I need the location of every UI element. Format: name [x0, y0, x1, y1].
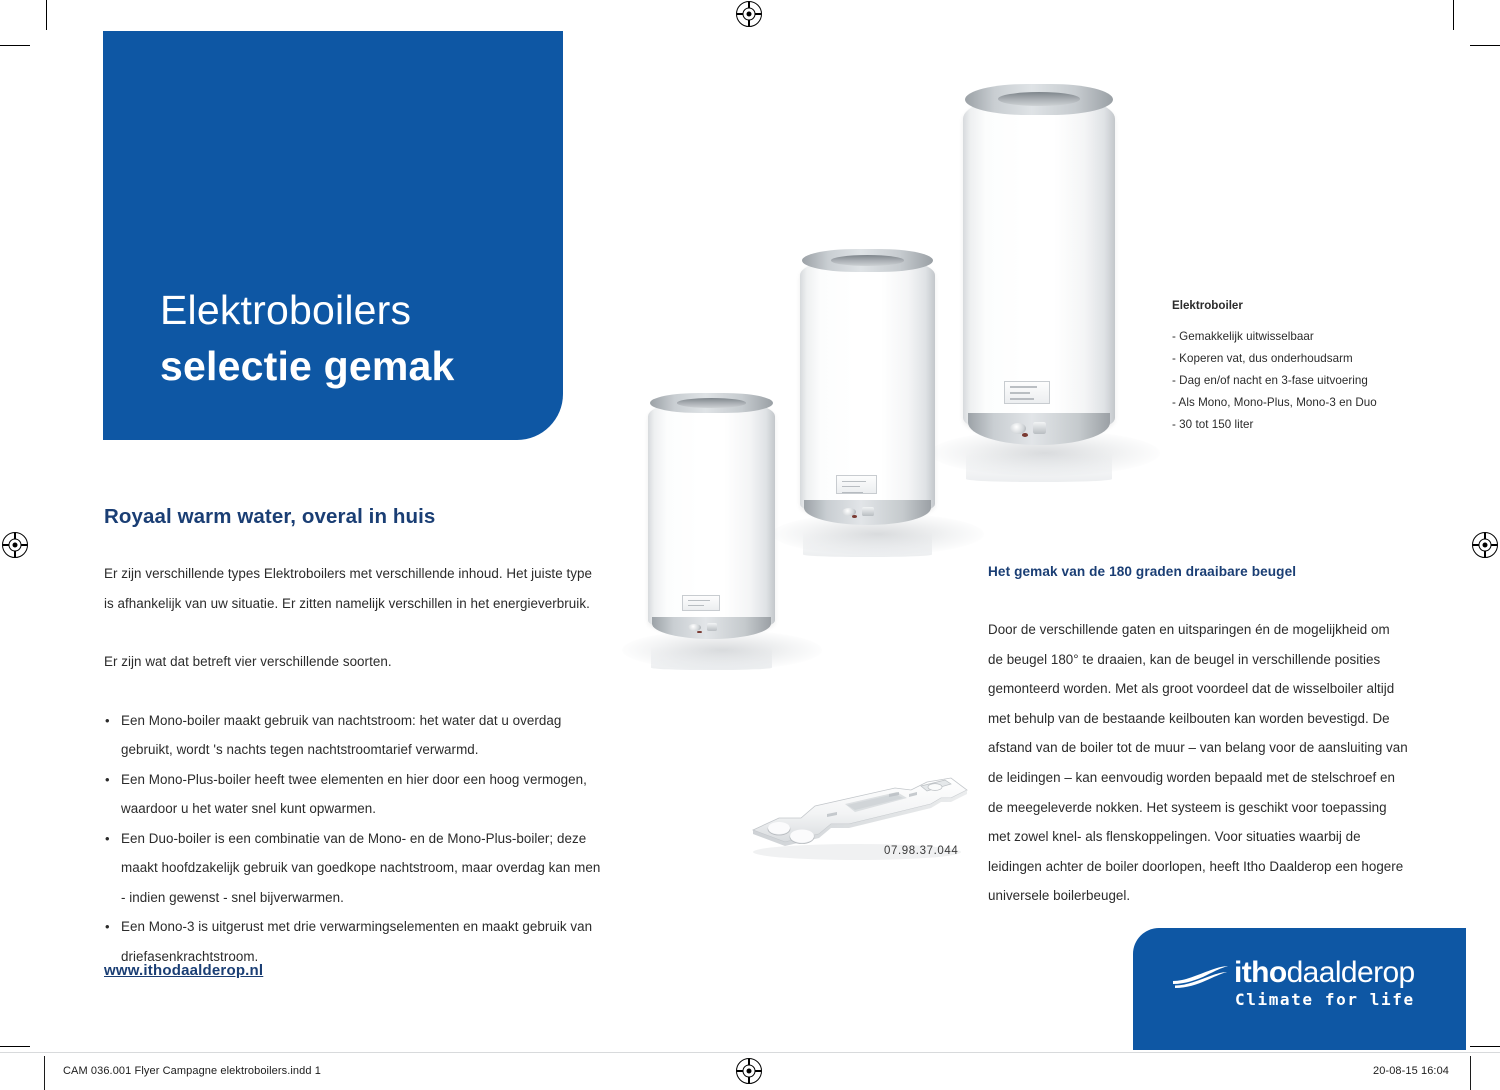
footer-divider — [0, 1052, 1500, 1053]
boiler-large-top-recess — [998, 92, 1081, 106]
boiler-large-label — [1004, 381, 1050, 405]
list-item: • Een Mono-3 is uitgerust met drie verwarmingselementen en maakt gebruik van driefasenkrachtstroom. — [104, 912, 604, 971]
feature-item: - Koperen vat, dus onderhoudsarm — [1172, 352, 1353, 365]
left-paragraph-2: Er zijn wat dat betreft vier verschillende soorten. — [104, 654, 392, 669]
brand-wordmark — [1234, 956, 1415, 990]
boiler-medium — [800, 257, 935, 517]
brand-tagline: Climate for life — [1235, 990, 1415, 1009]
footer-filename: CAM 036.001 Flyer Campagne elektroboilers.indd 1 — [63, 1065, 321, 1077]
registration-mark-right — [1472, 532, 1498, 558]
boiler-medium-top-recess — [831, 255, 904, 266]
boiler-small — [648, 400, 775, 632]
section-heading-left: Royaal warm water, overal in huis — [104, 505, 436, 528]
feature-list — [1172, 299, 1432, 436]
right-paragraph: Door de verschillende gaten en uitsparingen én de mogelijkheid om de beugel 180° te draaien, kan de beugel in verschillende posities gemonteerd worden. Met als groot voordeel dat de wisselboiler altijd met behulp van de bestaande keilbouten kan worden bevestigd. De afstand van de boiler tot de muur – van belang voor de aansluiting van de leidingen – kan eenvoudig worden bepaald met de stelschroef en de meegeleverde nokken. Het systeem is geschikt voor toepassing met zowel knel- als flenskoppelingen. Voor situaties waarbij de leidingen achter de boiler doorlopen, heeft Itho Daalderop een hogere universele boilerbeugel. — [988, 622, 1408, 904]
feature-list-title: Elektroboiler — [1172, 299, 1243, 312]
crop-mark-top-right-vertical — [1453, 0, 1454, 30]
list-item: • Een Duo-boiler is een combinatie van de Mono- en de Mono-Plus-boiler; deze maakt hoofdzakelijk gebruik van goedkope nachtstroom, maar overdag kan men - indien gewenst - snel bijverwarmen. — [104, 824, 604, 913]
left-body-text — [104, 559, 604, 677]
boiler-medium-switch — [862, 507, 873, 516]
left-column — [104, 505, 604, 971]
brand-name-daalderop: daalderop — [1286, 956, 1415, 989]
boiler-large — [963, 95, 1115, 435]
boiler-types-list — [104, 706, 604, 972]
feature-item: - 30 tot 150 liter — [1172, 418, 1254, 431]
page-title — [160, 282, 455, 394]
boiler-small-switch — [707, 623, 718, 631]
feature-item: - Als Mono, Mono-Plus, Mono-3 en Duo — [1172, 396, 1377, 409]
footer-mark-right — [1470, 1056, 1471, 1090]
feature-item: - Dag en/of nacht en 3-fase uitvoering — [1172, 374, 1368, 387]
feature-item: - Gemakkelijk uitwisselbaar — [1172, 330, 1314, 343]
boiler-small-label — [682, 595, 720, 611]
website-link[interactable]: www.ithodaalderop.nl — [104, 962, 264, 979]
boiler-small-top-recess — [677, 398, 746, 408]
boiler-small-reflection — [651, 636, 772, 670]
right-column — [988, 564, 1408, 911]
crop-mark-top-right-horizontal — [1470, 45, 1500, 46]
brand-name-itho: itho — [1234, 956, 1287, 989]
boiler-medium-indicator-light — [852, 515, 857, 518]
registration-mark-top — [736, 1, 762, 27]
left-paragraph-1: Er zijn verschillende types Elektroboilers met verschillende inhoud. Het juiste type is afhankelijk van uw situatie. Er zitten namelijk verschillen in het energieverbruik. — [104, 566, 592, 611]
crop-mark-bottom-left-horizontal — [0, 1046, 30, 1047]
boiler-large-thermostat-knob — [1010, 423, 1026, 434]
footer-timestamp: 20-08-15 16:04 — [1373, 1065, 1450, 1077]
part-number: 07.98.37.044 — [884, 845, 959, 857]
brand-logo-block — [1133, 928, 1466, 1050]
boiler-small-top-cap — [650, 393, 773, 414]
boiler-large-switch — [1033, 422, 1046, 434]
footer-mark-left — [44, 1056, 45, 1090]
itho-wave-icon — [1171, 965, 1229, 989]
boiler-medium-reflection — [803, 521, 932, 557]
list-item: • Een Mono-Plus-boiler heeft twee elementen en hier door een hoog vermogen, waardoor u het water snel kunt opwarmen. — [104, 765, 604, 824]
list-item: • Een Mono-boiler maakt gebruik van nachtstroom: het water dat u overdag gebruikt, wordt 's nachts tegen nachtstroomtarief verwarmd. — [104, 706, 604, 765]
crop-mark-top-left-horizontal — [0, 45, 30, 46]
registration-mark-bottom — [736, 1058, 762, 1084]
boiler-large-reflection — [966, 440, 1112, 482]
boiler-small-indicator-light — [697, 631, 702, 634]
hero-panel — [103, 31, 563, 440]
page-title-line2: selectie gemak — [160, 343, 455, 389]
boiler-medium-label — [836, 475, 877, 493]
boiler-large-top-cap — [965, 84, 1112, 115]
boiler-large-indicator-light — [1022, 433, 1028, 437]
crop-mark-bottom-right-horizontal — [1470, 1046, 1500, 1047]
page-title-line1: Elektroboilers — [160, 287, 412, 333]
boiler-medium-top-cap — [802, 249, 933, 272]
crop-mark-top-left-vertical — [46, 0, 47, 30]
section-heading-right: Het gemak van de 180 graden draaibare beugel — [988, 564, 1297, 579]
boiler-small-thermostat-knob — [688, 624, 701, 631]
registration-mark-left — [2, 532, 28, 558]
